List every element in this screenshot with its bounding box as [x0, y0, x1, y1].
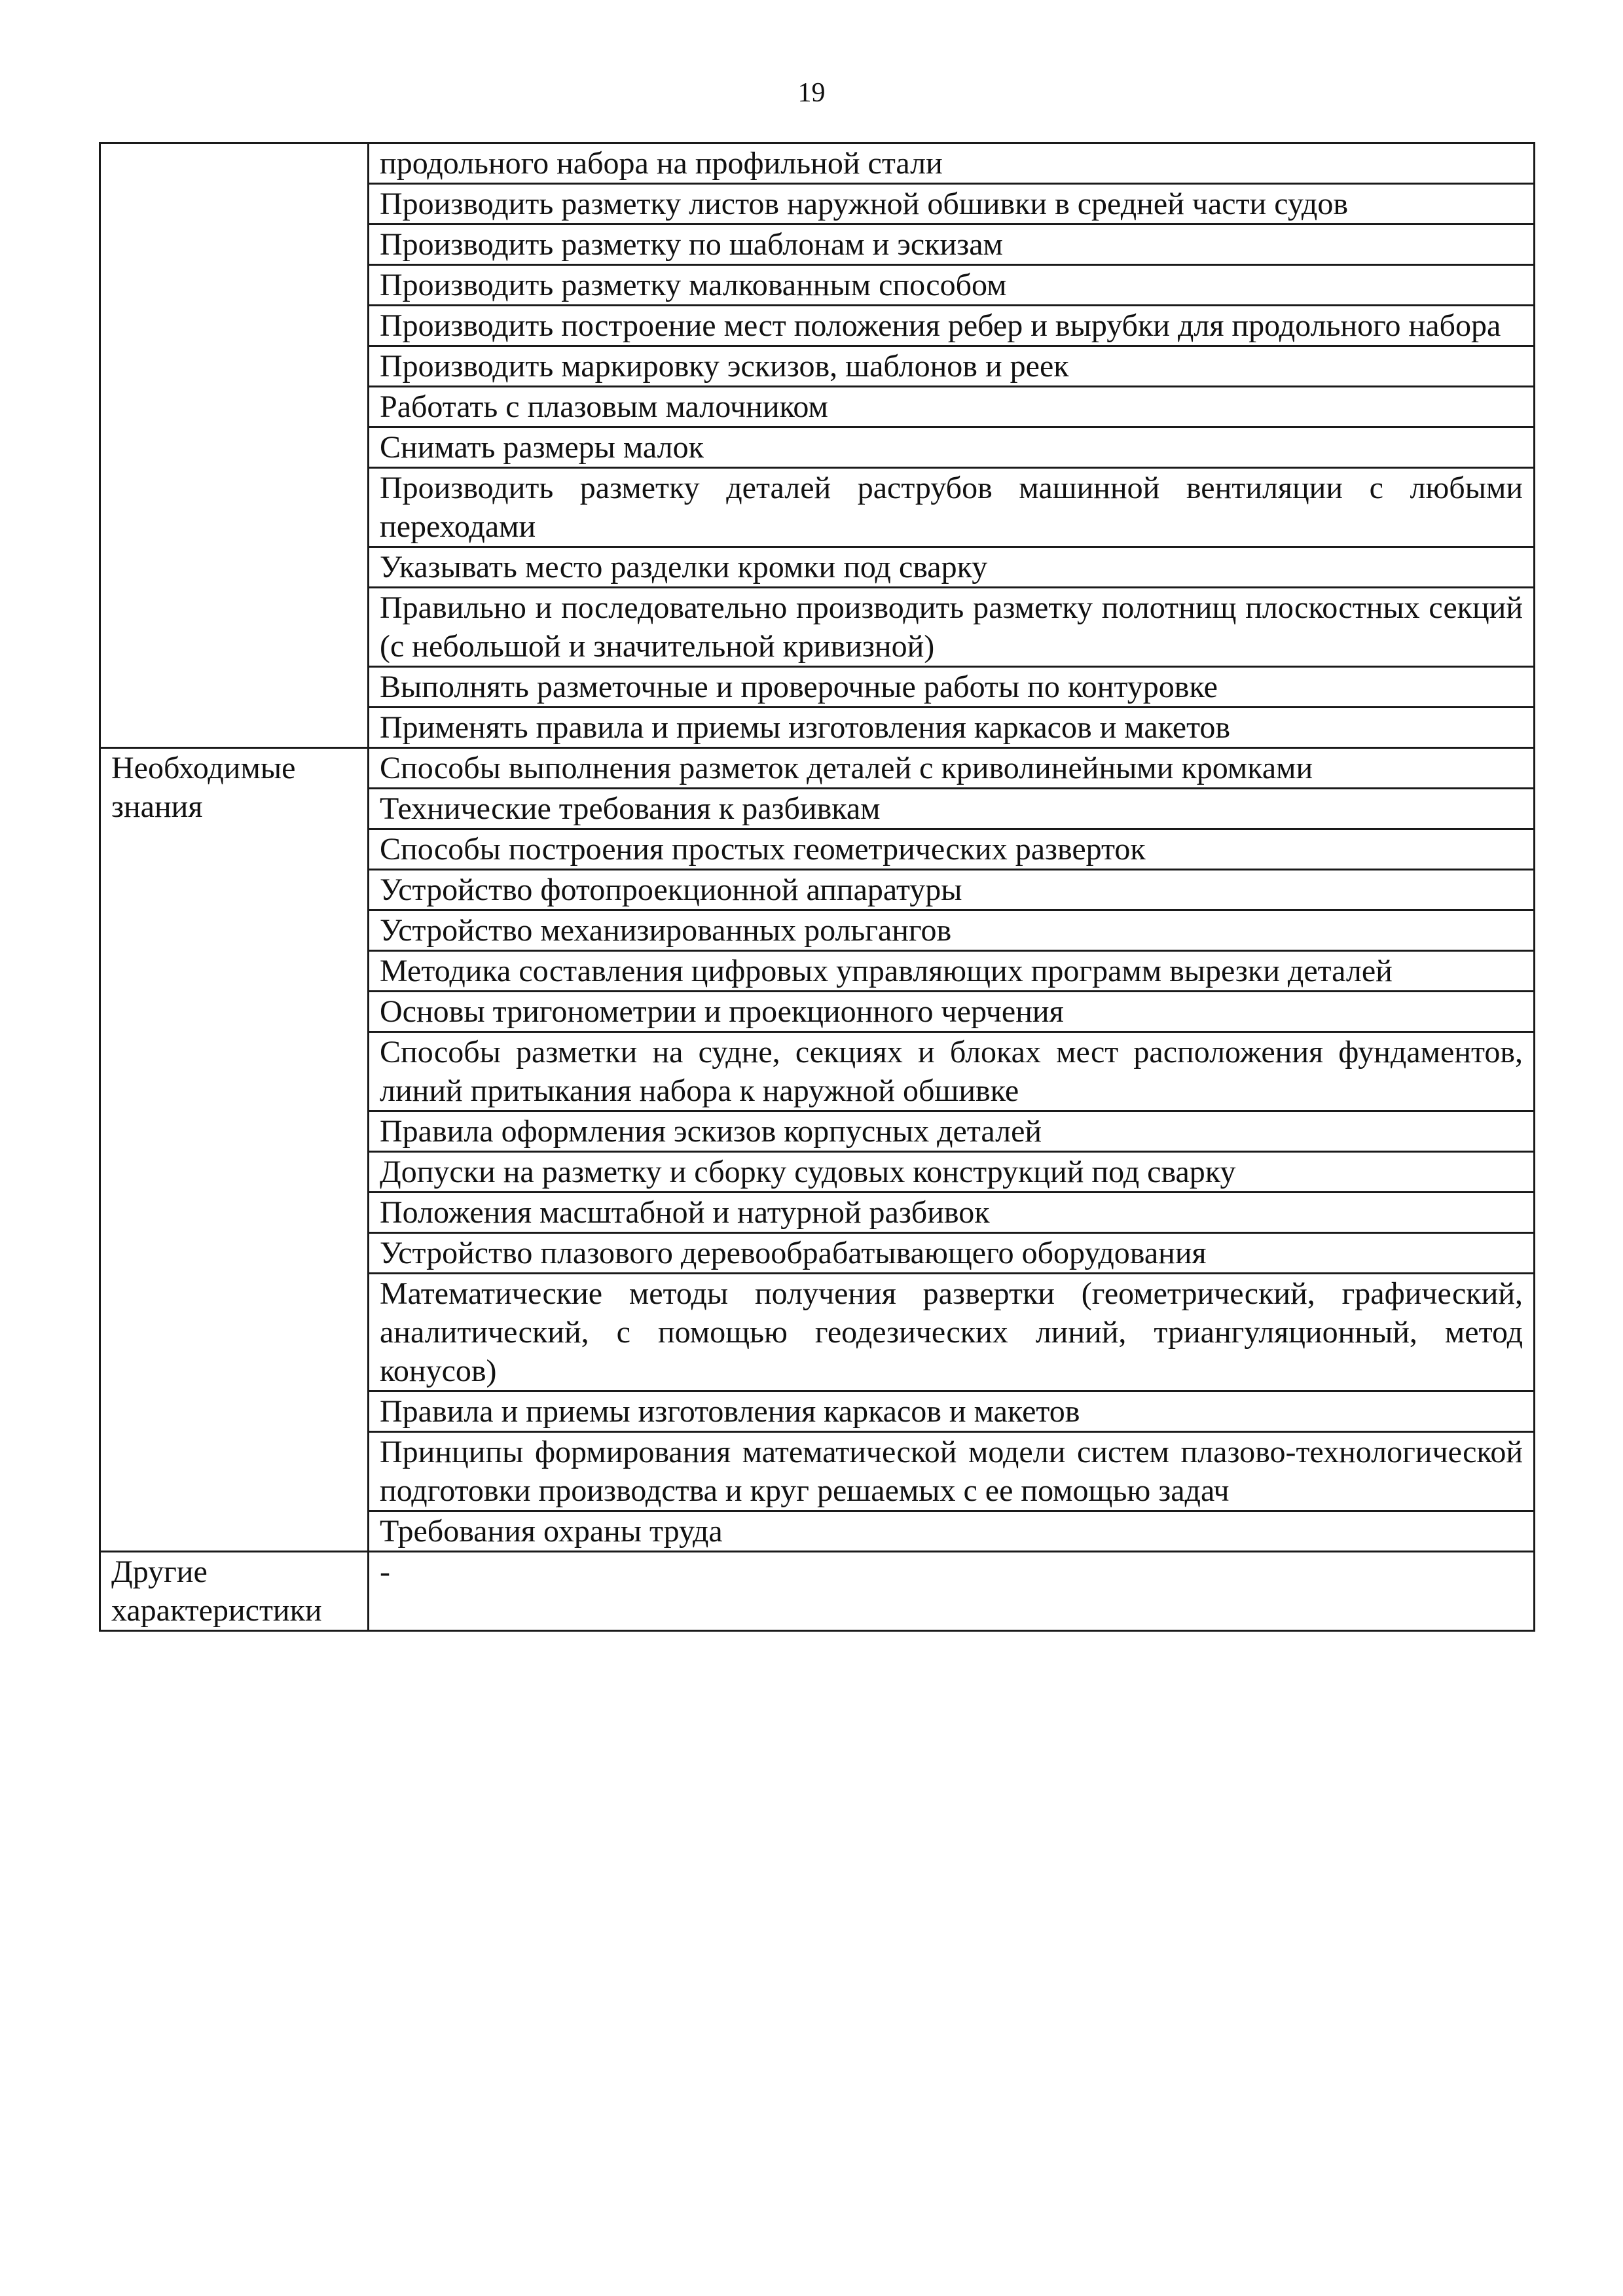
qualification-table: [99, 142, 1535, 1632]
skill-item: Правильно и последовательно производить разметку полотнищ плоскостных секций (с небольшой и значительной кривизной): [369, 588, 1535, 667]
knowledge-item: Принципы формирования математической модели систем плазово-технологической подготовки производства и круг решаемых с ее помощью задач: [369, 1432, 1535, 1511]
skill-item: Указывать место разделки кромки под сварку: [369, 547, 1535, 588]
skill-item: Производить разметку по шаблонам и эскизам: [369, 224, 1535, 265]
other-label: Другие характеристики: [100, 1552, 369, 1631]
skill-item: Производить разметку малкованным способом: [369, 265, 1535, 306]
knowledge-item: Правила и приемы изготовления каркасов и макетов: [369, 1391, 1535, 1432]
table-row: [100, 143, 1535, 184]
knowledge-item: Способы разметки на судне, секциях и блоках мест расположения фундаментов, линий притыкания набора к наружной обшивке: [369, 1032, 1535, 1111]
skill-item: Производить построение мест положения ребер и вырубки для продольного набора: [369, 306, 1535, 346]
knowledge-item: Допуски на разметку и сборку судовых конструкций под сварку: [369, 1152, 1535, 1193]
knowledge-item: Устройство механизированных рольгангов: [369, 910, 1535, 951]
knowledge-item: Основы тригонометрии и проекционного черчения: [369, 992, 1535, 1032]
skill-item: Производить разметку деталей раструбов машинной вентиляции с любыми переходами: [369, 468, 1535, 547]
knowledge-item: Способы выполнения разметок деталей с криволинейными кромками: [369, 748, 1535, 789]
knowledge-item: Математические методы получения развертки (геометрический, графический, аналитический, с помощью геодезических линий, триангуляционный, метод конусов): [369, 1274, 1535, 1391]
knowledge-item: Устройство плазового деревообрабатывающего оборудования: [369, 1233, 1535, 1274]
skill-item: Выполнять разметочные и проверочные работы по контуровке: [369, 667, 1535, 708]
knowledge-item: Методика составления цифровых управляющих программ вырезки деталей: [369, 951, 1535, 992]
skill-item: Снимать размеры малок: [369, 427, 1535, 468]
skill-item: Производить разметку листов наружной обшивки в средней части судов: [369, 184, 1535, 224]
skill-item: Производить маркировку эскизов, шаблонов и реек: [369, 346, 1535, 387]
knowledge-label: Необходимые знания: [100, 748, 369, 1552]
knowledge-item: Устройство фотопроекционной аппаратуры: [369, 870, 1535, 910]
page-number: 19: [797, 78, 826, 108]
table-row: [100, 1552, 1535, 1631]
knowledge-item: Способы построения простых геометрических разверток: [369, 829, 1535, 870]
skills-label-cell: [100, 143, 369, 748]
other-value: -: [369, 1552, 1535, 1631]
skill-item: продольного набора на профильной стали: [369, 143, 1535, 184]
knowledge-item: Правила оформления эскизов корпусных деталей: [369, 1111, 1535, 1152]
knowledge-item: Технические требования к разбивкам: [369, 789, 1535, 829]
skill-item: Применять правила и приемы изготовления каркасов и макетов: [369, 708, 1535, 748]
knowledge-item: Требования охраны труда: [369, 1511, 1535, 1552]
knowledge-item: Положения масштабной и натурной разбивок: [369, 1193, 1535, 1233]
skill-item: Работать с плазовым малочником: [369, 387, 1535, 427]
table-row: [100, 748, 1535, 789]
